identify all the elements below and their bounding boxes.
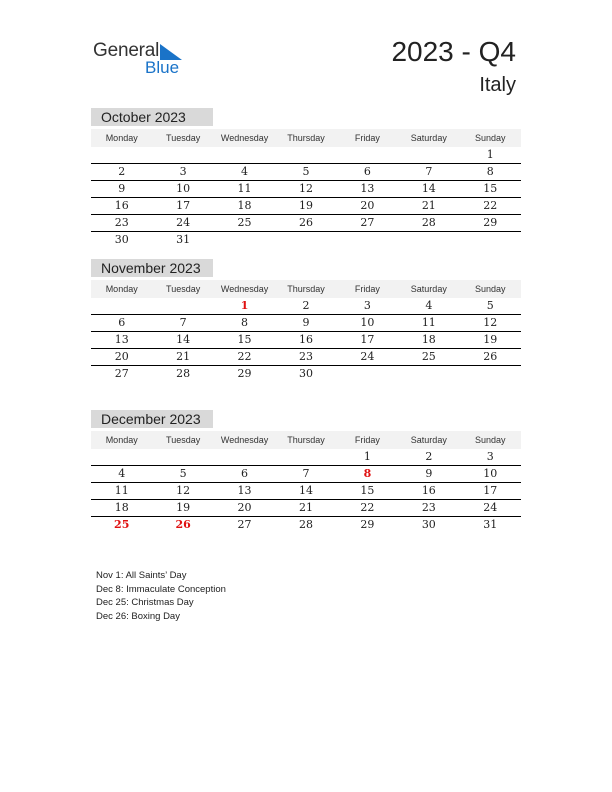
day-cell: 20 <box>237 501 252 514</box>
day-cell: 6 <box>241 467 249 480</box>
day-cell: 13 <box>360 182 375 195</box>
weekday-header: Sunday <box>474 284 506 294</box>
empty-day-cell <box>275 449 336 465</box>
day-cell: 18 <box>114 501 129 514</box>
day-cell: 12 <box>483 316 498 329</box>
logo-general-text: General <box>93 40 160 61</box>
day-cell: 29 <box>237 367 252 380</box>
week-row <box>91 298 521 315</box>
day-cell: 20 <box>114 350 129 363</box>
weekday-header: Wednesday <box>220 435 269 445</box>
day-cell: 2 <box>302 299 310 312</box>
weekday-header: Monday <box>105 133 138 143</box>
day-cell: 17 <box>176 199 191 212</box>
day-cell: 28 <box>176 367 191 380</box>
empty-day-cell <box>214 449 275 465</box>
empty-day-cell <box>152 449 213 465</box>
day-cell: 29 <box>360 518 375 531</box>
day-cell: 7 <box>179 316 187 329</box>
logo-blue-text: Blue <box>145 58 180 77</box>
week-row <box>91 500 521 517</box>
week-row <box>91 332 521 349</box>
country-label: Italy <box>479 74 516 96</box>
day-cell: 14 <box>421 182 436 195</box>
day-cell: 18 <box>237 199 252 212</box>
holiday-note: Nov 1: All Saints’ Day <box>96 570 187 581</box>
day-cell: 30 <box>114 233 129 246</box>
empty-day-cell <box>91 449 152 465</box>
day-cell: 3 <box>179 165 187 178</box>
day-cell: 27 <box>237 518 252 531</box>
weekday-header: Friday <box>354 133 380 143</box>
week-row <box>91 315 521 332</box>
day-cell: 15 <box>237 333 252 346</box>
empty-day-cell <box>214 232 275 248</box>
day-cell: 27 <box>360 216 375 229</box>
day-cell: 2 <box>118 165 126 178</box>
day-cell: 31 <box>483 518 498 531</box>
weekday-header: Sunday <box>474 435 506 445</box>
day-cell: 17 <box>483 484 498 497</box>
empty-day-cell <box>337 147 398 163</box>
day-cell: 15 <box>483 182 498 195</box>
day-cell: 22 <box>483 199 498 212</box>
week-row <box>91 164 521 181</box>
weekday-header: Tuesday <box>166 284 201 294</box>
weekday-header: Saturday <box>410 284 447 294</box>
week-row <box>91 517 521 533</box>
day-cell: 26 <box>298 216 313 229</box>
weekday-header-row <box>91 280 521 298</box>
weekday-header-row <box>91 129 521 147</box>
month-title: December 2023 <box>91 410 213 428</box>
day-cell: 17 <box>360 333 375 346</box>
week-row <box>91 349 521 366</box>
month-title: October 2023 <box>91 108 213 126</box>
empty-day-cell <box>460 366 521 382</box>
day-cell: 25 <box>237 216 252 229</box>
day-cell: 12 <box>176 484 191 497</box>
empty-day-cell <box>214 147 275 163</box>
weekday-header: Tuesday <box>166 435 201 445</box>
empty-day-cell <box>91 298 152 314</box>
day-cell: 19 <box>483 333 498 346</box>
day-cell: 9 <box>425 467 433 480</box>
week-row <box>91 232 521 248</box>
day-cell: 14 <box>298 484 313 497</box>
holiday-day-cell: 25 <box>114 518 130 531</box>
day-cell: 29 <box>483 216 498 229</box>
day-cell: 4 <box>425 299 433 312</box>
empty-day-cell <box>398 232 459 248</box>
day-cell: 5 <box>179 467 187 480</box>
day-cell: 10 <box>176 182 191 195</box>
day-cell: 4 <box>241 165 249 178</box>
day-cell: 27 <box>114 367 129 380</box>
weekday-header: Friday <box>354 284 380 294</box>
holiday-notes <box>96 569 226 623</box>
day-cell: 16 <box>421 484 436 497</box>
holiday-note: Dec 25: Christmas Day <box>96 597 194 608</box>
holiday-note: Dec 26: Boxing Day <box>96 610 180 622</box>
empty-day-cell <box>91 147 152 163</box>
day-cell: 21 <box>176 350 191 363</box>
day-cell: 9 <box>302 316 310 329</box>
week-row <box>91 466 521 483</box>
weekday-header: Saturday <box>410 133 447 143</box>
calendar-month-november <box>91 259 521 382</box>
empty-day-cell <box>398 366 459 382</box>
day-cell: 19 <box>176 501 191 514</box>
holiday-note: Dec 8: Immaculate Conception <box>96 583 226 595</box>
day-cell: 3 <box>486 450 494 463</box>
day-cell: 28 <box>298 518 313 531</box>
day-cell: 26 <box>483 350 498 363</box>
day-cell: 20 <box>360 199 375 212</box>
week-row <box>91 366 521 382</box>
day-cell: 8 <box>486 165 494 178</box>
day-cell: 6 <box>363 165 371 178</box>
weekday-header: Thursday <box>287 284 325 294</box>
weekday-header: Thursday <box>287 435 325 445</box>
week-row <box>91 181 521 198</box>
week-row <box>91 449 521 466</box>
day-cell: 22 <box>360 501 375 514</box>
day-cell: 23 <box>114 216 129 229</box>
day-cell: 30 <box>421 518 436 531</box>
day-cell: 24 <box>483 501 498 514</box>
day-cell: 19 <box>298 199 313 212</box>
empty-day-cell <box>337 232 398 248</box>
week-row <box>91 483 521 500</box>
day-cell: 16 <box>298 333 313 346</box>
day-cell: 18 <box>421 333 436 346</box>
day-cell: 7 <box>302 467 310 480</box>
calendar-month-december <box>91 410 521 533</box>
calendar-month-october <box>91 108 521 248</box>
weekday-header: Tuesday <box>166 133 201 143</box>
day-cell: 2 <box>425 450 433 463</box>
generalblue-logo <box>93 40 193 80</box>
holiday-day-cell: 8 <box>363 467 372 480</box>
month-title: November 2023 <box>91 259 213 277</box>
day-cell: 1 <box>363 450 371 463</box>
day-cell: 24 <box>176 216 191 229</box>
day-cell: 15 <box>360 484 375 497</box>
day-cell: 10 <box>483 467 498 480</box>
empty-day-cell <box>337 366 398 382</box>
day-cell: 31 <box>176 233 191 246</box>
weekday-header: Saturday <box>410 435 447 445</box>
empty-day-cell <box>460 232 521 248</box>
day-cell: 22 <box>237 350 252 363</box>
weekday-header: Sunday <box>474 133 506 143</box>
day-cell: 6 <box>118 316 126 329</box>
day-cell: 13 <box>237 484 252 497</box>
week-row <box>91 147 521 164</box>
day-cell: 10 <box>360 316 375 329</box>
day-cell: 11 <box>114 484 129 497</box>
day-cell: 1 <box>486 148 494 161</box>
weekday-header: Wednesday <box>220 133 269 143</box>
week-row <box>91 198 521 215</box>
day-cell: 23 <box>421 501 436 514</box>
day-cell: 11 <box>237 182 252 195</box>
empty-day-cell <box>275 147 336 163</box>
weekday-header: Monday <box>105 435 138 445</box>
holiday-day-cell: 26 <box>175 518 191 531</box>
empty-day-cell <box>152 147 213 163</box>
weekday-header: Friday <box>354 435 380 445</box>
weekday-header: Wednesday <box>220 284 269 294</box>
day-cell: 4 <box>118 467 126 480</box>
day-cell: 3 <box>363 299 371 312</box>
empty-day-cell <box>275 232 336 248</box>
day-cell: 13 <box>114 333 129 346</box>
weekday-header: Thursday <box>287 133 325 143</box>
day-cell: 21 <box>421 199 436 212</box>
holiday-day-cell: 1 <box>240 299 249 312</box>
day-cell: 14 <box>176 333 191 346</box>
day-cell: 11 <box>421 316 436 329</box>
page-title: 2023 - Q4 <box>391 36 516 67</box>
day-cell: 23 <box>298 350 313 363</box>
weekday-header: Monday <box>105 284 138 294</box>
day-cell: 7 <box>425 165 433 178</box>
week-row <box>91 215 521 232</box>
day-cell: 8 <box>241 316 249 329</box>
empty-day-cell <box>398 147 459 163</box>
day-cell: 5 <box>486 299 494 312</box>
day-cell: 5 <box>302 165 310 178</box>
day-cell: 9 <box>118 182 126 195</box>
empty-day-cell <box>152 298 213 314</box>
day-cell: 12 <box>298 182 313 195</box>
day-cell: 24 <box>360 350 375 363</box>
day-cell: 25 <box>421 350 436 363</box>
day-cell: 16 <box>114 199 129 212</box>
weekday-header-row <box>91 431 521 449</box>
day-cell: 30 <box>298 367 313 380</box>
day-cell: 21 <box>298 501 313 514</box>
day-cell: 28 <box>421 216 436 229</box>
